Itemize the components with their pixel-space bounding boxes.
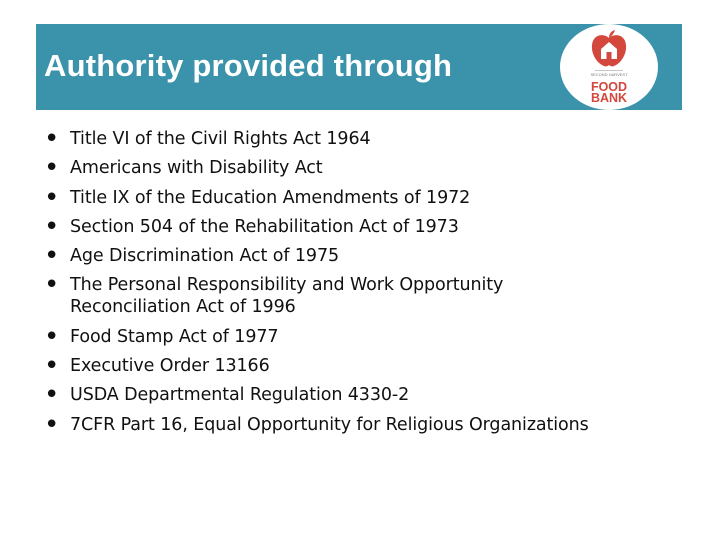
list-item-text: Reconciliation Act of 1996 — [70, 297, 296, 318]
bullet-icon: • — [44, 124, 60, 154]
list-item-text: USDA Departmental Regulation 4330-2 — [70, 385, 410, 406]
logo-word-food: FOOD — [590, 80, 628, 94]
bullet-icon: • — [44, 211, 60, 242]
list-item-text: Title IX of the Education Amendments of 1972 — [70, 187, 471, 208]
authority-list — [44, 124, 704, 443]
list-item-text: 7CFR Part 16, Equal Opportunity for Religious Organizations — [70, 414, 589, 435]
list-item-text: The Personal Responsibility and Work Opportunity — [70, 275, 504, 296]
list-item — [44, 241, 704, 272]
food-bank-logo — [560, 24, 658, 110]
bullet-icon: • — [44, 153, 60, 184]
bullet-icon: • — [44, 409, 60, 440]
bullet-icon: • — [44, 351, 60, 382]
list-item — [44, 380, 704, 411]
logo-tagline: SECOND HARVEST — [590, 72, 628, 77]
logo-word-bank: BANK — [590, 91, 628, 105]
title-bar — [36, 24, 682, 110]
slide-title: Authority provided through — [44, 48, 453, 83]
list-item-text: Food Stamp Act of 1977 — [70, 326, 279, 347]
bullet-icon: • — [44, 182, 60, 213]
list-item — [44, 270, 704, 318]
list-item — [44, 182, 704, 213]
bullet-icon: • — [44, 321, 60, 352]
list-item — [44, 153, 704, 184]
list-item-text: Title VI of the Civil Rights Act 1964 — [70, 129, 371, 149]
bullet-icon: • — [44, 241, 60, 272]
list-item-text: Age Discrimination Act of 1975 — [70, 246, 340, 267]
list-item — [44, 409, 704, 440]
list-item-text: Americans with Disability Act — [70, 158, 323, 179]
bullet-icon: • — [44, 380, 60, 411]
list-item-text: Section 504 of the Rehabilitation Act of 1973 — [70, 216, 459, 237]
list-item — [44, 211, 704, 242]
bullet-icon: • — [44, 270, 60, 301]
list-item — [44, 321, 704, 352]
list-item-text: Executive Order 13166 — [70, 356, 270, 377]
list-item — [44, 124, 704, 154]
list-item — [44, 351, 704, 382]
